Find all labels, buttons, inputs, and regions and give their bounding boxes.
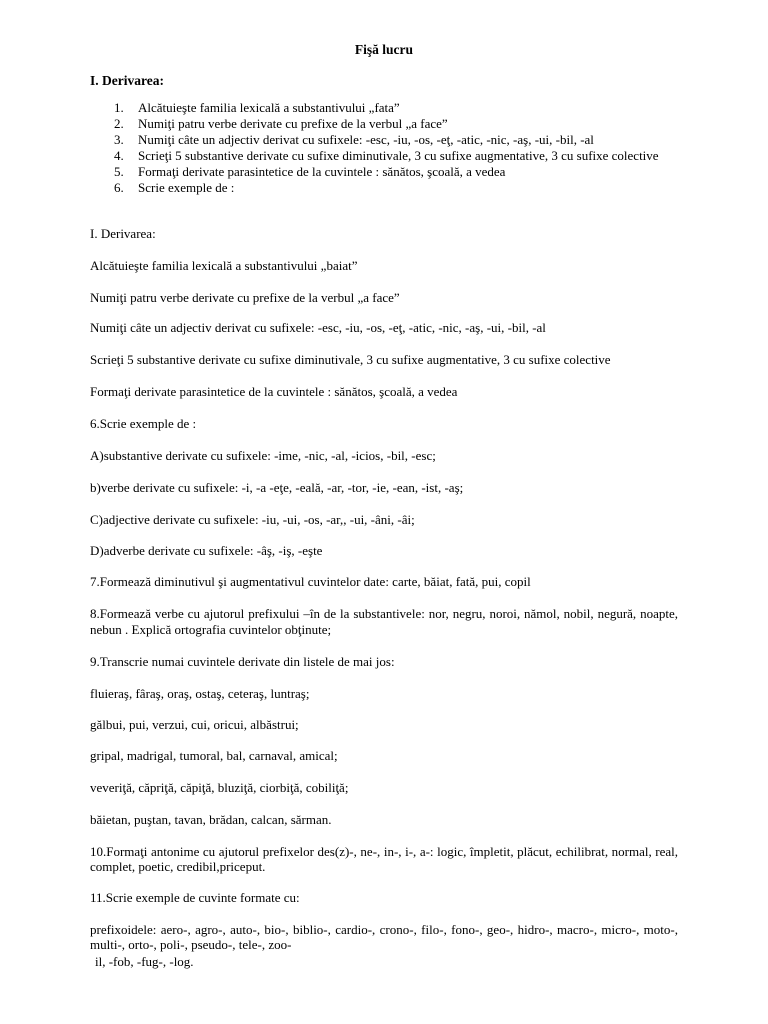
paragraph: 10.Formaţi antonime cu ajutorul prefixelor des(z)-, ne-, in-, i-, a-: logic, împletit, plăcut, echilibrat, normal, real, complet, poetic, credibil,priceput. xyxy=(90,844,678,874)
section-heading: I. Derivarea: xyxy=(90,73,164,88)
paragraph: 8.Formează verbe cu ajutorul prefixului –în de la substantivele: nor, negru, noroi, nămol, nobil, negură, noapte, nebun . Explică ortografia cuvintelor obţinute; xyxy=(90,606,678,637)
paragraph: il, -fob, -fug-, -log. xyxy=(95,954,194,969)
list-item: 6. Scrie exemple de : xyxy=(114,180,235,195)
paragraph: C)adjective derivate cu sufixele: -iu, -ui, -os, -ar,, -ui, -âni, -âi; xyxy=(90,512,415,527)
page-title: Fişă lucru xyxy=(354,42,414,57)
paragraph: 11.Scrie exemple de cuvinte formate cu: xyxy=(90,890,300,905)
paragraph: Formaţi derivate parasintetice de la cuvintele : sănătos, şcoală, a vedea xyxy=(90,384,458,399)
list-item: 3. Numiţi câte un adjectiv derivat cu sufixele: -esc, -iu, -os, -eţ, -atic, -nic, -aş, -ui, -bil, -al xyxy=(114,132,594,147)
paragraph: I. Derivarea: xyxy=(90,226,156,241)
paragraph: gălbui, pui, verzui, cui, oricui, albăstrui; xyxy=(90,717,299,732)
paragraph: 7.Formează diminutivul şi augmentativul cuvintelor date: carte, băiat, fată, pui, copil xyxy=(90,574,531,589)
paragraph: D)adverbe derivate cu sufixele: -âş, -iş, -eşte xyxy=(90,543,323,558)
list-item: 1. Alcătuieşte familia lexicală a substantivului „fata” xyxy=(114,100,400,115)
paragraph: b)verbe derivate cu sufixele: -i, -a -eţe, -eală, -ar, -tor, -ie, -ean, -ist, -aş; xyxy=(90,480,464,495)
paragraph: Alcătuieşte familia lexicală a substantivului „baiat” xyxy=(90,258,358,273)
paragraph: A)substantive derivate cu sufixele: -ime, -nic, -al, -icios, -bil, -esc; xyxy=(90,448,436,463)
list-item: 4. Scrieţi 5 substantive derivate cu sufixe diminutivale, 3 cu sufixe augmentative, 3 cu sufixe colective xyxy=(114,148,659,163)
paragraph: prefixoidele: aero-, agro-, auto-, bio-, biblio-, cardio-, crono-, filo-, fono-, geo-, hidro-, macro-, micro-, moto-, multi-, orto-, poli-, pseudo-, tele-, zoo- xyxy=(90,922,678,952)
paragraph: băietan, puştan, tavan, brădan, calcan, sărman. xyxy=(90,812,332,827)
paragraph: veveriţă, căpriţă, căpiţă, bluziţă, ciorbiţă, cobiliţă; xyxy=(90,780,349,795)
paragraph: Numiţi patru verbe derivate cu prefixe de la verbul „a face” xyxy=(90,290,400,305)
paragraph: Scrieţi 5 substantive derivate cu sufixe diminutivale, 3 cu sufixe augmentative, 3 cu sufixe colective xyxy=(90,352,611,367)
paragraph: 9.Transcrie numai cuvintele derivate din listele de mai jos: xyxy=(90,654,395,669)
paragraph: 6.Scrie exemple de : xyxy=(90,416,197,431)
list-item: 2. Numiţi patru verbe derivate cu prefixe de la verbul „a face” xyxy=(114,116,448,131)
paragraph: gripal, madrigal, tumoral, bal, carnaval, amical; xyxy=(90,748,338,763)
paragraph: fluieraş, fâraş, oraş, ostaş, ceteraş, luntraş; xyxy=(90,686,310,701)
intro-list xyxy=(90,100,680,196)
paragraph: Numiţi câte un adjectiv derivat cu sufixele: -esc, -iu, -os, -eţ, -atic, -nic, -aş, -ui, -bil, -al xyxy=(90,320,546,335)
list-item: 5. Formaţi derivate parasintetice de la cuvintele : sănătos, şcoală, a vedea xyxy=(114,164,506,179)
